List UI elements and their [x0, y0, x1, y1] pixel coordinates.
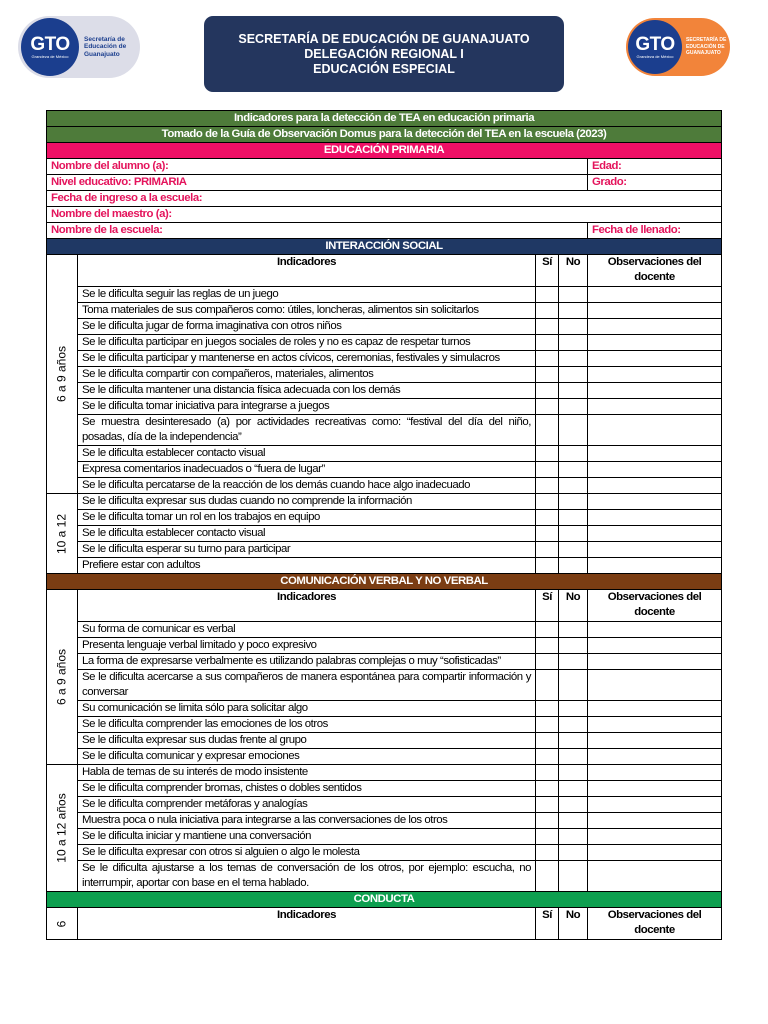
- observations-cell[interactable]: [588, 670, 722, 701]
- yes-checkbox-cell[interactable]: [536, 558, 559, 574]
- gto-mark-left: GTO: [30, 33, 70, 55]
- age-range-cell: [47, 590, 78, 765]
- indicator-text: Se le dificulta comprender las emociones de los otros: [78, 717, 536, 733]
- indicators-header: Indicadores: [78, 908, 536, 940]
- student-name-field[interactable]: Nombre del alumno (a):: [47, 159, 588, 175]
- indicator-text: Muestra poca o nula iniciativa para integrarse a las conversaciones de los otros: [78, 813, 536, 829]
- indicator-text: Habla de temas de su interés de modo insistente: [78, 765, 536, 781]
- no-checkbox-cell[interactable]: [559, 542, 588, 558]
- no-checkbox-cell[interactable]: [559, 845, 588, 861]
- observations-cell[interactable]: [588, 701, 722, 717]
- observations-cell[interactable]: [588, 478, 722, 494]
- no-checkbox-cell[interactable]: [559, 319, 588, 335]
- indicator-text: Se le dificulta percatarse de la reacción de los demás cuando hace algo inadecuado: [78, 478, 536, 494]
- yes-checkbox-cell[interactable]: [536, 733, 559, 749]
- indicator-text: Se le dificulta comprender bromas, chistes o dobles sentidos: [78, 781, 536, 797]
- gto-badge-left: [21, 18, 79, 76]
- indicator-row: [47, 399, 722, 415]
- age-range-cell: [47, 255, 78, 494]
- no-checkbox-cell[interactable]: [559, 813, 588, 829]
- observations-cell[interactable]: [588, 319, 722, 335]
- indicator-text: Su forma de comunicar es verbal: [78, 622, 536, 638]
- observations-cell[interactable]: [588, 415, 722, 446]
- indicators-header: Indicadores: [78, 590, 536, 622]
- observations-cell[interactable]: [588, 749, 722, 765]
- observations-cell[interactable]: [588, 813, 722, 829]
- yes-checkbox-cell[interactable]: [536, 351, 559, 367]
- yes-checkbox-cell[interactable]: [536, 765, 559, 781]
- indicator-text: Expresa comentarios inadecuados o “fuera de lugar”: [78, 462, 536, 478]
- no-header: No: [559, 255, 588, 287]
- indicator-text: Se le dificulta tomar un rol en los trabajos en equipo: [78, 510, 536, 526]
- column-header-row: [47, 908, 722, 940]
- age-range-cell: [47, 765, 78, 892]
- observations-cell[interactable]: [588, 622, 722, 638]
- observations-cell[interactable]: [588, 335, 722, 351]
- indicator-text: Se le dificulta acercarse a sus compañeros de manera espontánea para compartir información y conversar: [78, 670, 536, 701]
- indicator-text: Se muestra desinteresado (a) por actividades recreativas como: “festival del día del niño, posadas, día de la independencia”: [78, 415, 536, 446]
- indicator-row: [47, 383, 722, 399]
- observations-cell[interactable]: [588, 351, 722, 367]
- yes-checkbox-cell[interactable]: [536, 478, 559, 494]
- yes-checkbox-cell[interactable]: [536, 670, 559, 701]
- section-social-title: INTERACCIÓN SOCIAL: [47, 239, 722, 255]
- level-banner: EDUCACIÓN PRIMARIA: [47, 143, 722, 159]
- logo-text-right: SECRETARÍA DE EDUCACIÓN DE GUANAJUATO: [686, 37, 727, 57]
- age-range-label: 6 a 9 años: [54, 345, 69, 403]
- indicator-row: [47, 717, 722, 733]
- indicator-text: Se le dificulta expresar sus dudas cuando no comprende la información: [78, 494, 536, 510]
- observations-cell[interactable]: [588, 733, 722, 749]
- indicator-row: [47, 542, 722, 558]
- yes-header: Sí: [536, 908, 559, 940]
- no-checkbox-cell[interactable]: [559, 351, 588, 367]
- no-checkbox-cell[interactable]: [559, 701, 588, 717]
- form-source: Tomado de la Guía de Observación Domus para la detección del TEA en la escuela (2023): [47, 127, 722, 143]
- yes-checkbox-cell[interactable]: [536, 749, 559, 765]
- indicator-row: [47, 861, 722, 892]
- yes-header: Sí: [536, 590, 559, 622]
- observations-header: Observaciones del docente: [588, 590, 722, 622]
- indicator-text: Se le dificulta participar en juegos sociales de roles y no es capaz de respetar turnos: [78, 335, 536, 351]
- indicator-text: Se le dificulta comunicar y expresar emociones: [78, 749, 536, 765]
- indicator-text: Se le dificulta establecer contacto visual: [78, 526, 536, 542]
- document-header: [204, 16, 564, 92]
- indicator-text: Se le dificulta ajustarse a los temas de conversación de los otros, por ejemplo: escucha, no interrumpir, aportar con base en el tema hablado.: [78, 861, 536, 892]
- header-line-2: DELEGACIÓN REGIONAL I: [304, 46, 464, 61]
- no-checkbox-cell[interactable]: [559, 749, 588, 765]
- indicator-row: [47, 367, 722, 383]
- yes-checkbox-cell[interactable]: [536, 383, 559, 399]
- column-header-row: [47, 255, 722, 287]
- observations-cell[interactable]: [588, 510, 722, 526]
- gto-badge-right: [628, 20, 682, 74]
- fill-date-field[interactable]: Fecha de llenado:: [588, 223, 722, 239]
- observations-cell[interactable]: [588, 399, 722, 415]
- indicator-row: [47, 494, 722, 510]
- indicator-text: Toma materiales de sus compañeros como: útiles, loncheras, alimentos sin solicitarlos: [78, 303, 536, 319]
- no-checkbox-cell[interactable]: [559, 622, 588, 638]
- indicator-row: [47, 765, 722, 781]
- indicator-row: [47, 335, 722, 351]
- indicator-text: Se le dificulta compartir con compañeros, materiales, alimentos: [78, 367, 536, 383]
- indicator-text: Se le dificulta jugar de forma imaginativa con otros niños: [78, 319, 536, 335]
- yes-checkbox-cell[interactable]: [536, 829, 559, 845]
- no-header: No: [559, 908, 588, 940]
- yes-checkbox-cell[interactable]: [536, 303, 559, 319]
- gto-sub-right: Grandeza de México: [636, 53, 674, 59]
- logo-secretaria-right: [626, 18, 730, 76]
- observations-cell[interactable]: [588, 526, 722, 542]
- yes-header: Sí: [536, 255, 559, 287]
- indicator-row: [47, 351, 722, 367]
- logo-text-left: Secretaría de Educación de Guanajuato: [84, 35, 127, 58]
- no-checkbox-cell[interactable]: [559, 654, 588, 670]
- yes-checkbox-cell[interactable]: [536, 861, 559, 892]
- indicator-row: [47, 303, 722, 319]
- no-checkbox-cell[interactable]: [559, 829, 588, 845]
- no-checkbox-cell[interactable]: [559, 303, 588, 319]
- yes-checkbox-cell[interactable]: [536, 526, 559, 542]
- observations-cell[interactable]: [588, 797, 722, 813]
- observations-cell[interactable]: [588, 638, 722, 654]
- observations-cell[interactable]: [588, 861, 722, 892]
- yes-checkbox-cell[interactable]: [536, 638, 559, 654]
- age-range-cell: [47, 494, 78, 574]
- no-checkbox-cell[interactable]: [559, 733, 588, 749]
- yes-checkbox-cell[interactable]: [536, 446, 559, 462]
- indicator-row: [47, 701, 722, 717]
- age-range-cell: [47, 908, 78, 940]
- indicator-text: Se le dificulta seguir las reglas de un juego: [78, 287, 536, 303]
- yes-checkbox-cell[interactable]: [536, 335, 559, 351]
- no-checkbox-cell[interactable]: [559, 670, 588, 701]
- no-checkbox-cell[interactable]: [559, 335, 588, 351]
- yes-checkbox-cell[interactable]: [536, 622, 559, 638]
- indicator-row: [47, 319, 722, 335]
- observations-header: Observaciones del docente: [588, 255, 722, 287]
- grade-field[interactable]: Grado:: [588, 175, 722, 191]
- no-checkbox-cell[interactable]: [559, 383, 588, 399]
- no-checkbox-cell[interactable]: [559, 415, 588, 446]
- yes-checkbox-cell[interactable]: [536, 717, 559, 733]
- yes-checkbox-cell[interactable]: [536, 813, 559, 829]
- no-checkbox-cell[interactable]: [559, 717, 588, 733]
- school-name-field[interactable]: Nombre de la escuela:: [47, 223, 588, 239]
- indicator-row: [47, 462, 722, 478]
- indicators-header: Indicadores: [78, 255, 536, 287]
- indicator-row: [47, 558, 722, 574]
- observations-cell[interactable]: [588, 494, 722, 510]
- observations-cell[interactable]: [588, 287, 722, 303]
- age-range-label: 6: [54, 920, 69, 927]
- no-checkbox-cell[interactable]: [559, 399, 588, 415]
- indicator-text: La forma de expresarse verbalmente es utilizando palabras complejas o muy “sofisticadas”: [78, 654, 536, 670]
- yes-checkbox-cell[interactable]: [536, 542, 559, 558]
- indicator-row: [47, 654, 722, 670]
- observations-cell[interactable]: [588, 717, 722, 733]
- no-checkbox-cell[interactable]: [559, 526, 588, 542]
- age-range-label: 10 a 12: [54, 513, 69, 554]
- observations-cell[interactable]: [588, 829, 722, 845]
- yes-checkbox-cell[interactable]: [536, 319, 559, 335]
- no-checkbox-cell[interactable]: [559, 510, 588, 526]
- indicator-row: [47, 638, 722, 654]
- no-checkbox-cell[interactable]: [559, 367, 588, 383]
- column-header-row: [47, 590, 722, 622]
- yes-checkbox-cell[interactable]: [536, 415, 559, 446]
- yes-checkbox-cell[interactable]: [536, 845, 559, 861]
- header-line-3: EDUCACIÓN ESPECIAL: [313, 61, 455, 76]
- age-field[interactable]: Edad:: [588, 159, 722, 175]
- indicator-row: [47, 670, 722, 701]
- yes-checkbox-cell[interactable]: [536, 367, 559, 383]
- teacher-name-field[interactable]: Nombre del maestro (a):: [47, 207, 722, 223]
- indicator-row: [47, 415, 722, 446]
- section-communication-title: COMUNICACIÓN VERBAL Y NO VERBAL: [47, 574, 722, 590]
- logo-secretaria-left: [18, 16, 140, 78]
- yes-checkbox-cell[interactable]: [536, 399, 559, 415]
- no-checkbox-cell[interactable]: [559, 797, 588, 813]
- indicator-text: Se le dificulta establecer contacto visual: [78, 446, 536, 462]
- observations-cell[interactable]: [588, 558, 722, 574]
- indicator-row: [47, 733, 722, 749]
- indicator-text: Se le dificulta esperar su turno para participar: [78, 542, 536, 558]
- indicator-row: [47, 829, 722, 845]
- gto-sub-left: Grandeza de México: [31, 53, 69, 59]
- header-line-1: SECRETARÍA DE EDUCACIÓN DE GUANAJUATO: [238, 31, 530, 46]
- indicator-row: [47, 510, 722, 526]
- indicator-row: [47, 287, 722, 303]
- yes-checkbox-cell[interactable]: [536, 701, 559, 717]
- age-range-label: 6 a 9 años: [54, 648, 69, 706]
- observations-cell[interactable]: [588, 383, 722, 399]
- observations-cell[interactable]: [588, 542, 722, 558]
- no-checkbox-cell[interactable]: [559, 462, 588, 478]
- indicator-row: [47, 813, 722, 829]
- observations-cell[interactable]: [588, 303, 722, 319]
- indicator-row: [47, 478, 722, 494]
- no-checkbox-cell[interactable]: [559, 765, 588, 781]
- form-title: Indicadores para la detección de TEA en educación primaria: [47, 111, 722, 127]
- indicator-text: Se le dificulta comprender metáforas y analogías: [78, 797, 536, 813]
- indicator-row: [47, 622, 722, 638]
- gto-mark-right: GTO: [635, 33, 675, 55]
- indicator-text: Se le dificulta iniciar y mantiene una conversación: [78, 829, 536, 845]
- observations-cell[interactable]: [588, 446, 722, 462]
- indicator-text: Se le dificulta mantener una distancia física adecuada con los demás: [78, 383, 536, 399]
- indicator-text: Su comunicación se limita sólo para solicitar algo: [78, 701, 536, 717]
- age-range-label: 10 a 12 años: [54, 793, 69, 863]
- observations-cell[interactable]: [588, 654, 722, 670]
- yes-checkbox-cell[interactable]: [536, 462, 559, 478]
- no-checkbox-cell[interactable]: [559, 478, 588, 494]
- no-checkbox-cell[interactable]: [559, 287, 588, 303]
- yes-checkbox-cell[interactable]: [536, 797, 559, 813]
- indicator-row: [47, 749, 722, 765]
- section-conduct-title: CONDUCTA: [47, 892, 722, 908]
- observations-cell[interactable]: [588, 765, 722, 781]
- indicator-text: Se le dificulta tomar iniciativa para integrarse a juegos: [78, 399, 536, 415]
- no-checkbox-cell[interactable]: [559, 446, 588, 462]
- no-checkbox-cell[interactable]: [559, 861, 588, 892]
- indicator-text: Se le dificulta expresar con otros si alguien o algo le molesta: [78, 845, 536, 861]
- indicator-row: [47, 446, 722, 462]
- no-checkbox-cell[interactable]: [559, 638, 588, 654]
- indicator-text: Se le dificulta expresar sus dudas frente al grupo: [78, 733, 536, 749]
- no-checkbox-cell[interactable]: [559, 494, 588, 510]
- indicator-row: [47, 845, 722, 861]
- indicator-text: Presenta lenguaje verbal limitado y poco expresivo: [78, 638, 536, 654]
- yes-checkbox-cell[interactable]: [536, 781, 559, 797]
- observation-form-table: [46, 110, 722, 940]
- yes-checkbox-cell[interactable]: [536, 287, 559, 303]
- indicator-text: Prefiere estar con adultos: [78, 558, 536, 574]
- yes-checkbox-cell[interactable]: [536, 494, 559, 510]
- observations-header: Observaciones del docente: [588, 908, 722, 940]
- observations-cell[interactable]: [588, 781, 722, 797]
- observations-cell[interactable]: [588, 462, 722, 478]
- observations-cell[interactable]: [588, 367, 722, 383]
- indicator-text: Se le dificulta participar y mantenerse en actos cívicos, ceremonias, festivales y simulacros: [78, 351, 536, 367]
- indicator-row: [47, 797, 722, 813]
- indicator-row: [47, 781, 722, 797]
- no-checkbox-cell[interactable]: [559, 558, 588, 574]
- no-header: No: [559, 590, 588, 622]
- indicator-row: [47, 526, 722, 542]
- level-field[interactable]: Nivel educativo: PRIMARIA: [47, 175, 588, 191]
- no-checkbox-cell[interactable]: [559, 781, 588, 797]
- yes-checkbox-cell[interactable]: [536, 510, 559, 526]
- yes-checkbox-cell[interactable]: [536, 654, 559, 670]
- observations-cell[interactable]: [588, 845, 722, 861]
- entry-date-field[interactable]: Fecha de ingreso a la escuela:: [47, 191, 722, 207]
